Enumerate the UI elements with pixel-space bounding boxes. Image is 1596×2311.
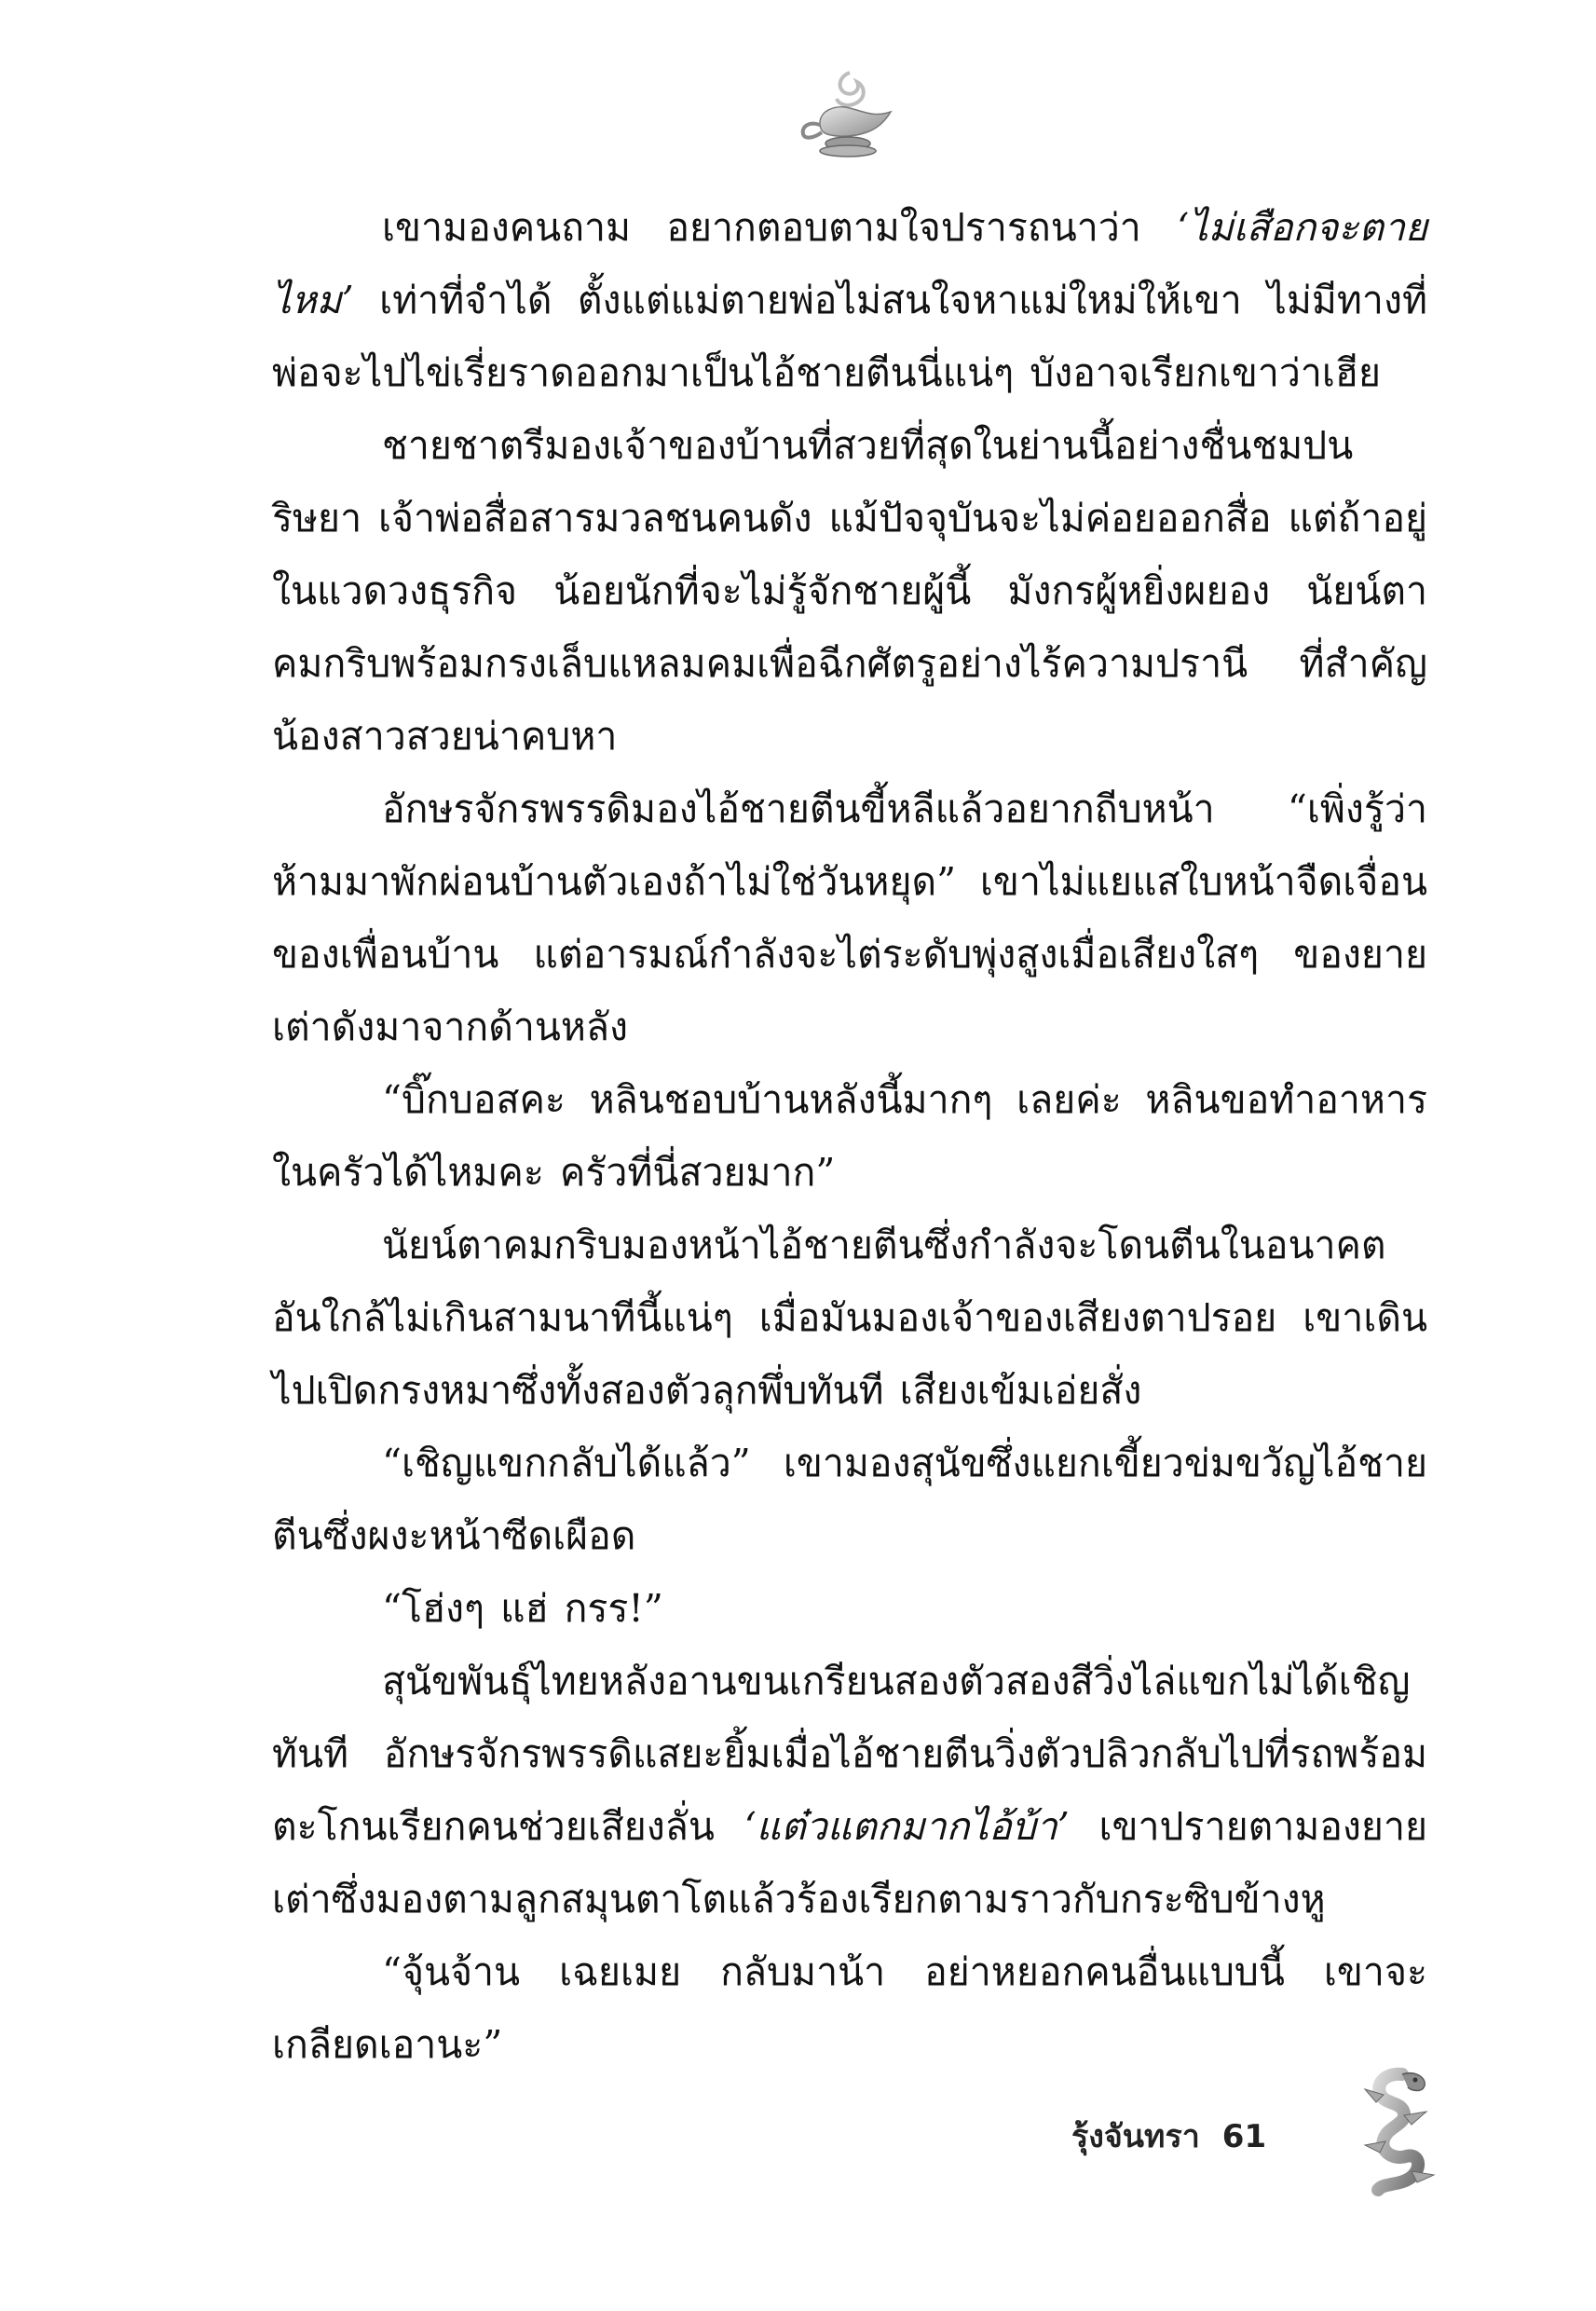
paragraph [272,191,1427,409]
paragraph-text: อักษรจักรพรรดิมองไอ้ชายตีนขี้หลีแล้วอยากถีบหน้า “เพิ่งรู้ว่าห้ามมาพักผ่อนบ้านตัวเองถ้าไม่ใช่วันหยุด” เขาไม่แยแสใบหน้าจืดเจื่อนของเพื่อนบ้าน แต่อารมณ์กำลังจะไต่ระดับพุ่งสูงเมื่อเสียงใสๆ ของยายเต่าดังมาจากด้านหลัง [272,786,1427,1049]
paragraph-text: เท่าที่จำได้ ตั้งแต่แม่ตายพ่อไม่สนใจหาแม่ใหม่ให้เขา ไม่มีทางที่พ่อจะไปไข่เรี่ยราดออกมาเป็นไอ้ชายตีนนี่แน่ๆ บังอาจเรียกเขาว่าเฮีย [272,278,1427,395]
italic-thought-text: ‘ไม่เสือกจะตายไหม’ [272,205,1427,322]
paragraph-text: สุนัขพันธุ์ไทยหลังอานขนเกรียนสองตัวสองสีวิ่งไล่แขกไม่ได้เชิญทันที อักษรจักรพรรดิแสยะยิ้มเมื่อไอ้ชายตีนวิ่งตัวปลิวกลับไปที่รถพร้อมตะโกนเรียกคนช่วยเสียงลั่น [272,1659,1427,1849]
page-footer [1071,2111,1266,2161]
paragraph [272,1572,1427,1645]
paragraph-text: “จุ้นจ้าน เฉยเมย กลับมาน้า อย่าหยอกคนอื่นแบบนี้ เขาจะเกลียดเอานะ” [272,1949,1427,2067]
paragraph [272,1063,1427,1209]
paragraph [272,409,1427,773]
paragraph [272,1209,1427,1427]
page-number: 61 [1221,2118,1267,2155]
italic-thought-text: ‘แต๋วแตกมากไอ้บ้า’ [743,1804,1070,1849]
paragraph-text: ชายชาตรีมองเจ้าของบ้านที่สวยที่สุดในย่านนี้อย่างชื่นชมปนริษยา เจ้าพ่อสื่อสารมวลชนคนดัง แม้ปัจจุบันจะไม่ค่อยออกสื่อ แต่ถ้าอยู่ในแวดวงธุรกิจ น้อยนักที่จะไม่รู้จักชายผู้นี้ มังกรผู้หยิ่งผยอง นัยน์ตาคมกริบพร้อมกรงเล็บแหลมคมเพื่อฉีกศัตรูอย่างไร้ความปรานี ที่สำคัญน้องสาวสวยน่าคบหา [272,423,1427,759]
paragraph-text: นัยน์ตาคมกริบมองหน้าไอ้ชายตีนซึ่งกำลังจะโดนตีนในอนาคตอันใกล้ไม่เกินสามนาทีนี้แน่ๆ เมื่อมันมองเจ้าของเสียงตาปรอย เขาเดินไปเปิดกรงหมาซึ่งทั้งสองตัวลุกพึ่บทันที เสียงเข้มเอ่ยสั่ง [272,1223,1427,1413]
magic-lamp-icon [792,65,904,168]
paragraph-text: “บิ๊กบอสคะ หลินชอบบ้านหลังนี้มากๆ เลยค่ะ หลินขอทำอาหารในครัวได้ไหมคะ ครัวที่นี่สวยมาก” [272,1077,1427,1195]
paragraph-text: เขาปรายตามองยายเต่าซึ่งมองตามลูกสมุนตาโตแล้วร้องเรียกตามราวกับกระซิบข้างหู [272,1804,1428,1921]
dragon-icon [1346,2067,1449,2197]
paragraph-text: เขามองคนถาม อยากตอบตามใจปรารถนาว่า [382,205,1178,250]
paragraph-text: “เชิญแขกกลับได้แล้ว” เขามองสุนัขซึ่งแยกเขี้ยวข่มขวัญไอ้ชายตีนซึ่งผงะหน้าซีดเผือด [272,1441,1427,1558]
page-body-text [272,191,1427,2081]
book-title: รุ้งจันทรา [1071,2118,1200,2155]
paragraph-text: “โฮ่งๆ แฮ่ กรร!” [382,1586,663,1631]
paragraph [272,773,1427,1063]
paragraph [272,1645,1427,1935]
paragraph [272,1935,1427,2081]
paragraph [272,1427,1427,1572]
